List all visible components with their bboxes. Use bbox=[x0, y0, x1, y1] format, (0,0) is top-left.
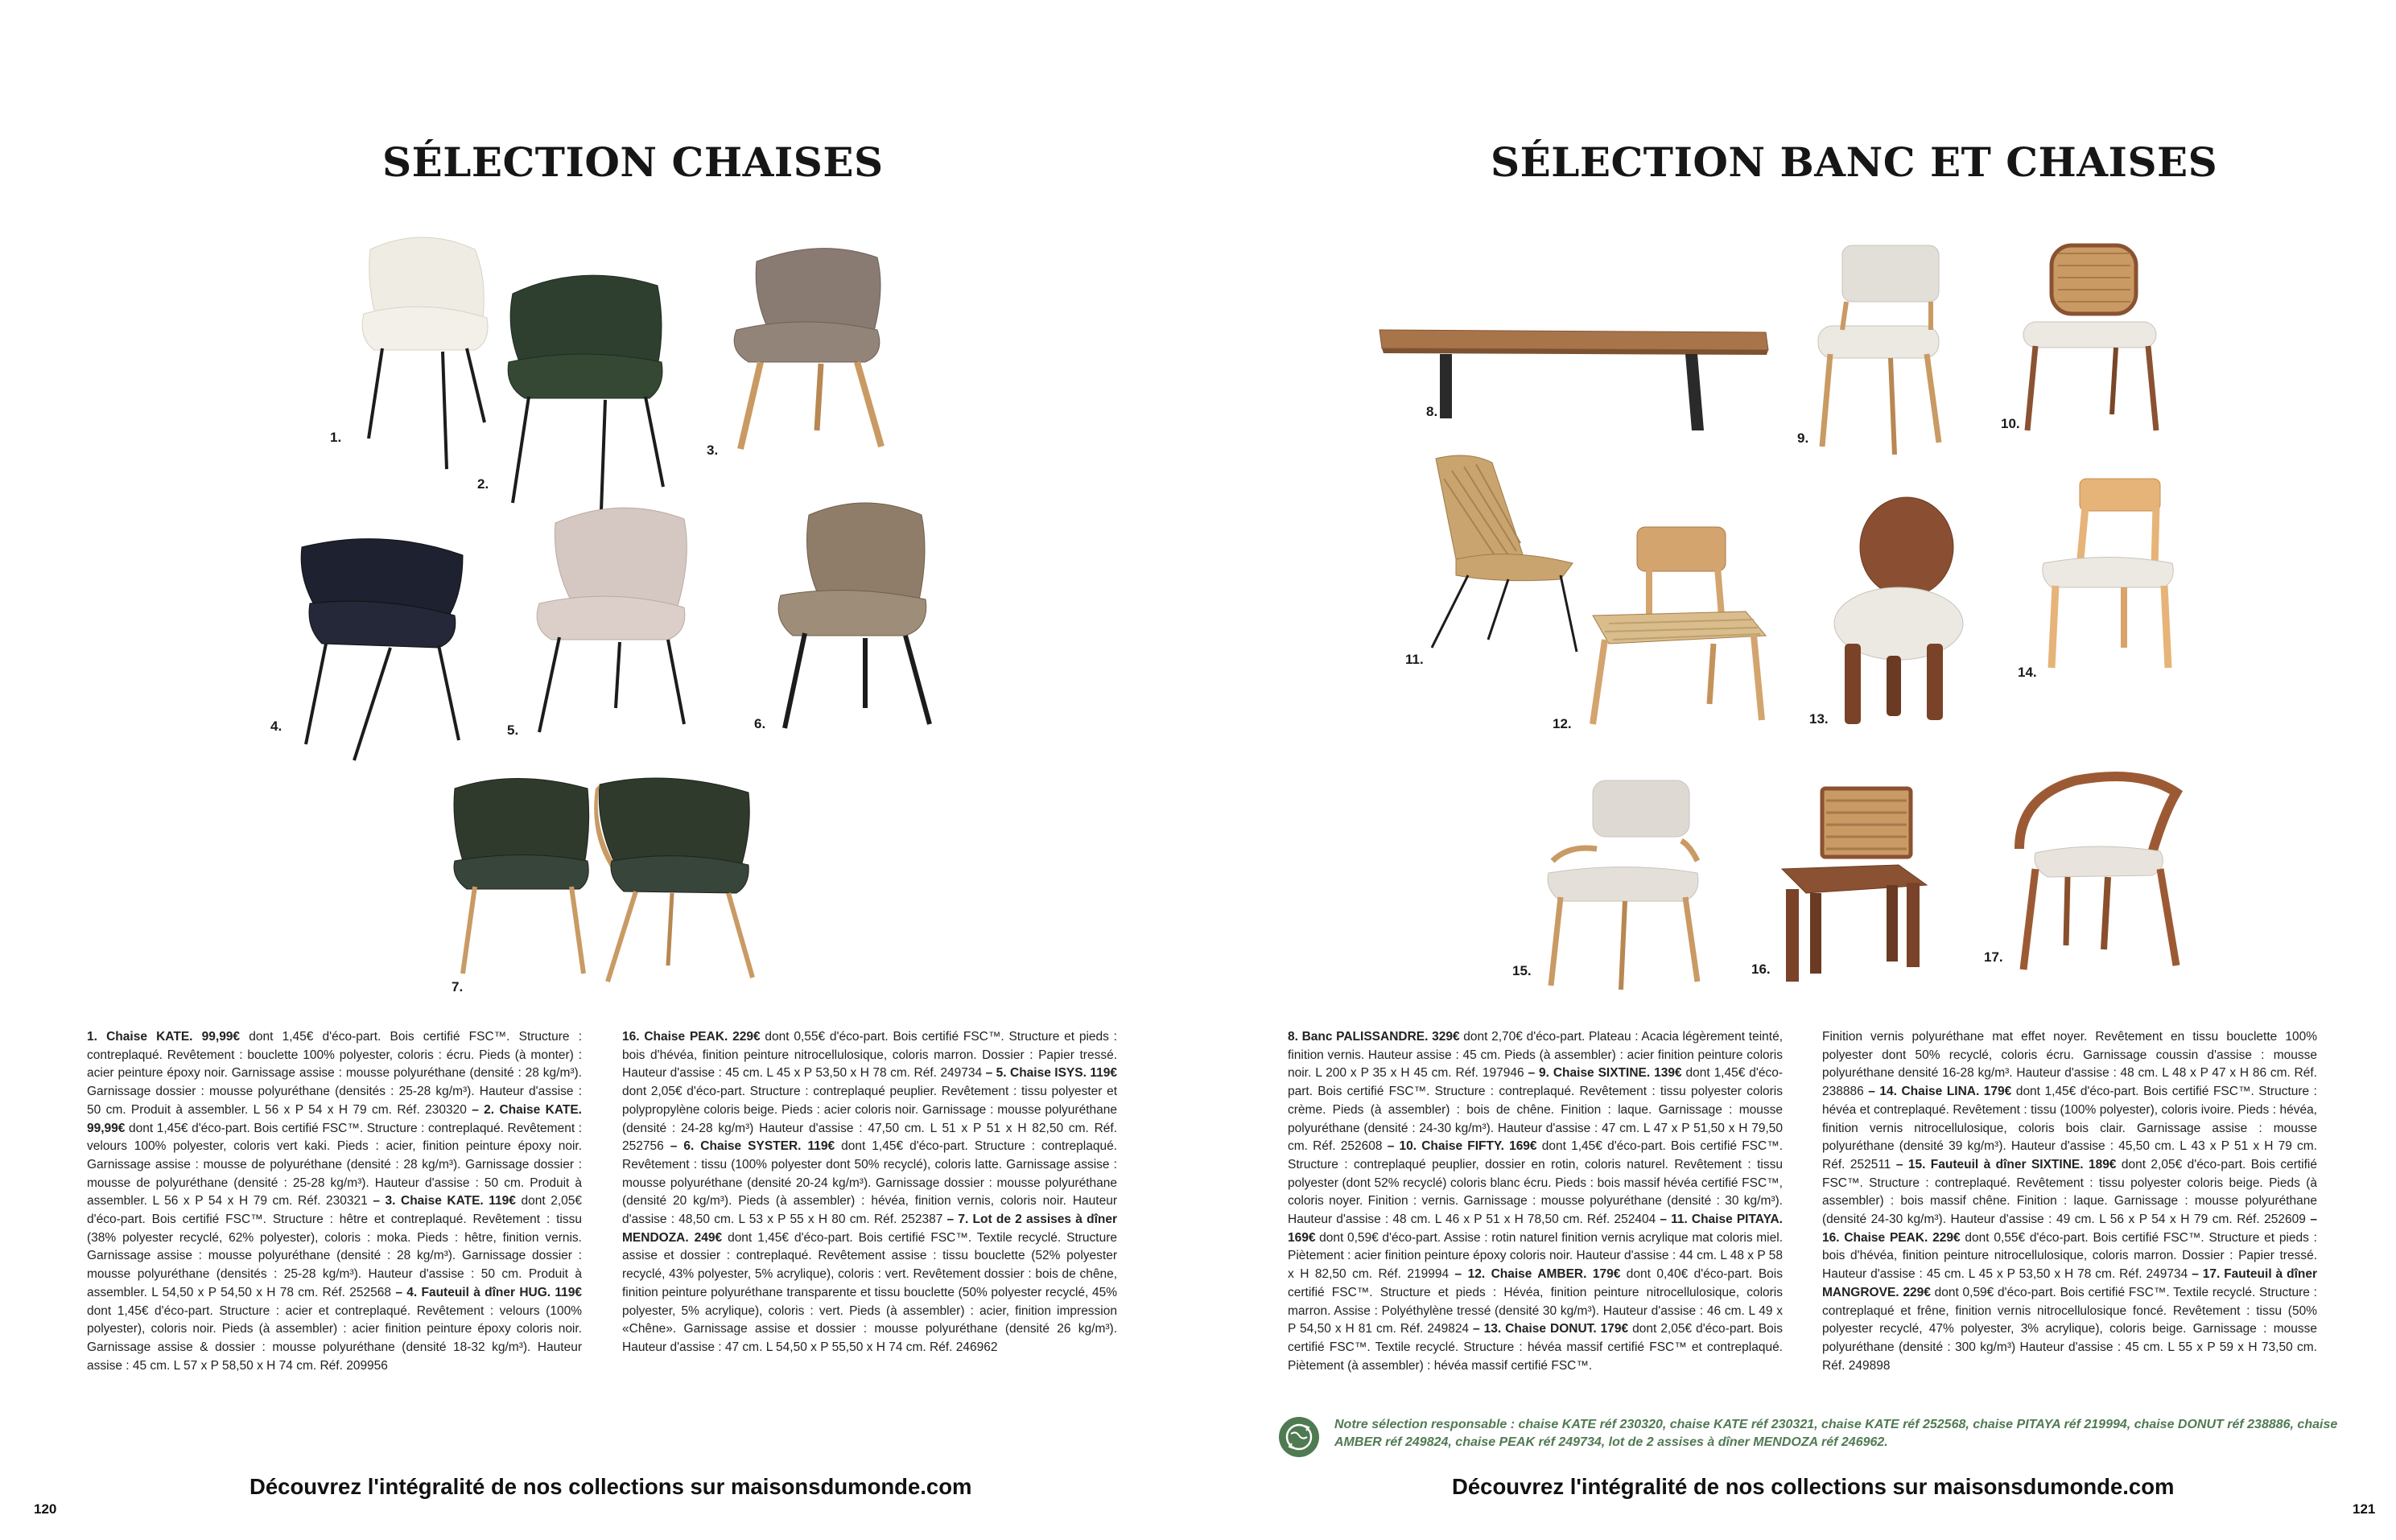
desc-bold: – 17. Fauteuil à dîner MANGROVE. 229€ bbox=[1822, 1267, 2317, 1299]
desc-text: dont 0,59€ d'éco-part. Bois certifié FSC™. Textile recyclé. Structure : contreplaqué et frêne, finition vernis nitrocellulosique foncé. Revêtement : tissu (50% polyester recyclé, 47% polyester, 3% acrylique), coloris beige. Garnissage : mousse polyuréthane (densité : 300 kg/m³) Hauteur d'assise : 45 cm. L 55 x P 59 x H 73,50 cm. Réf. 249898 bbox=[1822, 1285, 2317, 1373]
desc-text: dont 0,55€ d'éco-part. Bois certifié FSC™. Structure et pieds : bois d'hévéa, finition peinture nitrocellulosique, coloris marron. Dossier : Papier tressé. Hauteur d'assise : 45 cm. L 45 x P 53,50 x H 78 cm. Réf. 249734 bbox=[622, 1030, 1117, 1081]
item-label: 14. bbox=[2018, 665, 2037, 680]
item-label: 12. bbox=[1553, 716, 1572, 731]
chair-peak-image bbox=[1778, 784, 1931, 994]
chair-sixtine-image bbox=[1810, 241, 1955, 459]
footer-link[interactable]: Découvrez l'intégralité de nos collections sur maisonsdumonde.com bbox=[1452, 1474, 2175, 1499]
desc-text: dont 2,05€ d'éco-part. Bois certifié FSC™. Textile recyclé. Structure : hévéa massif certifié FSC™ et contreplaqué. Piètement (à assembler) : hévéa massif certifié FSC™. bbox=[1288, 1322, 1783, 1373]
item-label: 5. bbox=[507, 723, 519, 738]
desc-bold: – 5. Chaise ISYS. 119€ bbox=[985, 1066, 1117, 1081]
desc-bold: 1. Chaise KATE. 99,99€ bbox=[87, 1030, 241, 1044]
product-descriptions-column-4 bbox=[1822, 1028, 2317, 1375]
chair-isys-image bbox=[523, 499, 692, 740]
desc-bold: – 3. Chaise KATE. 119€ bbox=[373, 1194, 516, 1209]
desc-text: dont 1,45€ d'éco-part. Bois certifié FSC™. Structure : contreplaqué. Revêtement : bouclette 100% polyester, coloris : écru. Pieds (à monter) : acier peinture époxy noir. Garnissage assise : mousse polyuréthane (densité : 28 kg/m³). Garnissage dossier : mousse polyuréthane (densités : 25-28 kg/m³). Hauteur d'assise : 50 cm. Produit à assembler. L 56 x P 54 x H 79 cm. Réf. 230320 bbox=[87, 1030, 582, 1117]
page-number: 120 bbox=[34, 1501, 57, 1517]
armchair-sixtine-image bbox=[1536, 776, 1713, 994]
chair-fifty-image bbox=[2019, 241, 2164, 443]
desc-text: dont 1,45€ d'éco-part. Bois certifié FSC™. Structure : contreplaqué peuplier, dossier en rotin, coloris naturel. Revêtement : tissu polyester (dont 52% recyclé) coloris blanc écru. Pieds : bois massif hévéa certifié FSC™, coloris noyer. Finition : vernis. Garnissage : mousse polyuréthane (densité : 30 kg/m³). Hauteur d'assise : 48 cm. L 46 x P 51 x H 78,50 cm. Réf. 252404 bbox=[1288, 1139, 1784, 1227]
product-descriptions-column-3 bbox=[1288, 1028, 1783, 1375]
desc-text: dont 1,45€ d'éco-part. Structure : acier et contreplaqué. Revêtement : velours (100% polyester), coloris noir. Pieds (à assembler) : acier finition peinture époxy coloris noir. Garnissage assise & dossier : mousse polyuréthane (densité 18-32 kg/m³). Hauteur assise : 45 cm. L 57 x P 58,50 x H 74 cm. Réf. 209956 bbox=[87, 1303, 582, 1373]
chair-kate-ecru-image bbox=[346, 229, 507, 471]
right-page bbox=[1198, 0, 2396, 1540]
desc-text: dont 1,45€ d'éco-part. Bois certifié FSC™. Structure : contreplaqué. Revêtement : tissu polyester coloris crème. Pieds (à assembler) : bois de chêne. Finition : laque. Garnissage : mousse polyuréthane (densité : 24-30 kg/m³). Hauteur d'assise : 47 cm. L 47 x P 51,50 x H 79,50 cm. Réf. 252608 bbox=[1288, 1066, 1783, 1154]
item-label: 8. bbox=[1426, 404, 1438, 419]
page-title: SÉLECTION BANC ET CHAISES bbox=[1491, 138, 2218, 186]
desc-text: dont 2,05€ d'éco-part. Bois certifié FSC™. Structure : hêtre et contreplaqué. Revêtement : tissu (38% polyester recyclé, 62% polyester), coloris : moka. Pieds : hêtre, finition vernis. Garnissage assise : mousse polyuréthane (densité : 28 kg/m³). Garnissage dossier : mousse polyuréthane (densités : 25-28 kg/m³). Hauteur d'assise : 50 cm. Produit à assembler. L 54,50 x P 54,50 x H 78 cm. Réf. 252568 bbox=[87, 1194, 583, 1299]
desc-bold: 16. Chaise PEAK. 229€ bbox=[622, 1030, 761, 1044]
product-descriptions-column-1 bbox=[87, 1028, 582, 1375]
desc-bold: 8. Banc PALISSANDRE. 329€ bbox=[1288, 1030, 1460, 1044]
item-label: 7. bbox=[452, 979, 464, 994]
desc-text: dont 1,45€ d'éco-part. Structure : contreplaqué. Revêtement : tissu (100% polyester dont 50% recyclé), coloris latte. Garnissage assise : mousse polyuréthane (densité 20-24 kg/m³). Garnissage dossier : mousse polyuréthane (densité 20 kg/m³). Pieds (à assembler) : hévéa, finition vernis, coloris noir. Hauteur d'assise : 48,50 cm. L 53 x P 55 x H 80 cm. Réf. 252387 bbox=[622, 1139, 1117, 1227]
page-number: 121 bbox=[2353, 1501, 2376, 1517]
chair-kate-green-image bbox=[493, 270, 670, 511]
desc-text: dont 1,45€ d'éco-part. Bois certifié FSC™. Structure : contreplaqué. Revêtement : velours 100% polyester, coloris vert kaki. Pieds : acier, finition peinture époxy noir. Garnissage assise : mousse de polyuréthane (densité : 28 kg/m³). Garnissage dossier : mousse de polyuréthane (densité : 25-28 kg/m³). Hauteur d'assise : 50 cm. Produit à assembler. L 56 x P 54 x H 79 cm. Réf. 230321 bbox=[87, 1121, 582, 1209]
desc-bold: – 16. Chaise PEAK. 229€ bbox=[1822, 1213, 2317, 1245]
item-label: 13. bbox=[1809, 711, 1829, 727]
item-label: 4. bbox=[270, 719, 282, 734]
item-label: 3. bbox=[707, 443, 719, 458]
item-label: 10. bbox=[2001, 416, 2020, 431]
seats-mendoza-pair-image bbox=[451, 772, 757, 990]
desc-bold: – 14. Chaise LINA. 179€ bbox=[1868, 1085, 2012, 1099]
item-label: 11. bbox=[1405, 652, 1424, 667]
item-label: 9. bbox=[1797, 430, 1809, 446]
desc-text: dont 1,45€ d'éco-part. Bois certifié FSC™. Textile recyclé. Structure assise et dossier : contreplaqué. Revêtement assise : tissu bouclette (52% polyester recyclé, 43% polyester, 5% acrylique), coloris : vert. Revêtement dossier : bois de chêne, finition peinture polyuréthane transparente et tissu bouclette (50% polyester recyclé, 45% polyester, 5% acrylique), coloris : vert. Pieds (à assembler) : acier, finition impression «Chêne». Garnissage assise et dossier : mousse polyuréthane (densité 26 kg/m³). Hauteur d'assise : 47 cm. L 54,50 x P 55,50 x H 74 cm. Réf. 246962 bbox=[622, 1230, 1118, 1354]
armchair-hug-image bbox=[294, 531, 471, 764]
responsible-selection-text: Notre sélection responsable : chaise KATE réf 230320, chaise KATE réf 230321, chaise KATE réf 252568, chaise PITAYA réf 219994, chaise DONUT réf 238886, chaise AMBER réf 249824, chaise PEAK réf 249734, lot de 2 assises à dîner MENDOZA réf 246962. bbox=[1334, 1418, 2338, 1449]
desc-bold: – 10. Chaise FIFTY. 169€ bbox=[1387, 1139, 1537, 1154]
bench-palissandre-image bbox=[1375, 326, 1770, 439]
desc-text: dont 1,45€ d'éco-part. Bois certifié FSC™. Structure : hévéa et contreplaqué. Revêtement : tissu (100% polyester), coloris ivoire. Pieds : hévéa, finition vernis nitrocellulosique, coloris bois clair. Garnissage assise : mousse polyuréthane (densité 39 kg/m³). Hauteur d'assise : 45,50 cm. L 43 x P 51 x H 79 cm. Réf. 252511 bbox=[1822, 1085, 2317, 1171]
recycle-globe-icon bbox=[1278, 1416, 1320, 1458]
desc-bold: – 6. Chaise SYSTER. 119€ bbox=[670, 1139, 835, 1154]
desc-text: dont 0,55€ d'éco-part. Bois certifié FSC™. Structure et pieds : bois d'hévéa, finition peinture nitrocellulosique, coloris marron. Dossier : Papier tressé. Hauteur d'assise : 45 cm. L 45 x P 53,50 x H 78 cm. Réf. 249734 bbox=[1822, 1230, 2317, 1282]
desc-text: dont 2,70€ d'éco-part. Plateau : Acacia légèrement teinté, finition vernis. Hauteur assise : 45 cm. Pieds (à assembler) : acier finition peinture coloris noir. L 200 x P 35 x H 45 cm. Réf. 197946 bbox=[1288, 1030, 1784, 1081]
desc-bold: – 11. Chaise PITAYA. 169€ bbox=[1288, 1213, 1783, 1245]
responsible-selection-note bbox=[1278, 1414, 2340, 1463]
desc-bold: – 4. Fauteuil à dîner HUG. 119€ bbox=[395, 1285, 583, 1299]
desc-text: dont 0,40€ d'éco-part. Bois certifié FSC™. Structure et pieds : Hévéa, finition peinture nitrocellulosique, coloris marron. Assise : Polyéthylène tressé (densité 30 kg/m³). Hauteur d'assise : 46 cm. L 49 x P 54,50 x H 81 cm. Réf. 249824 bbox=[1288, 1267, 1783, 1336]
item-label: 6. bbox=[754, 716, 766, 731]
product-descriptions-column-2 bbox=[622, 1028, 1117, 1357]
chair-lina-image bbox=[2035, 475, 2180, 676]
armchair-mangrove-image bbox=[2003, 764, 2188, 982]
desc-bold: – 2. Chaise KATE. 99,99€ bbox=[87, 1102, 582, 1135]
item-label: 16. bbox=[1751, 961, 1771, 977]
item-label: 2. bbox=[477, 476, 489, 492]
footer-link[interactable]: Découvrez l'intégralité de nos collections sur maisonsdumonde.com bbox=[249, 1474, 972, 1499]
desc-bold: – 12. Chaise AMBER. 179€ bbox=[1454, 1267, 1621, 1282]
chair-amber-image bbox=[1585, 523, 1770, 732]
desc-bold: – 13. Chaise DONUT. 179€ bbox=[1473, 1322, 1629, 1336]
chair-donut-image bbox=[1830, 495, 1967, 728]
desc-bold: – 15. Fauteuil à dîner SIXTINE. 189€ bbox=[1895, 1157, 2117, 1171]
desc-text: dont 2,05€ d'éco-part. Structure : contreplaqué peuplier. Revêtement : tissu polyester et polypropylène coloris beige. Pieds : acier coloris noir. Garnissage : mousse polyuréthane (densité : 24-28 kg/m³) Hauteur d'assise : 47,50 cm. L 51 x P 51 x H 82,50 cm. Réf. 252756 bbox=[622, 1085, 1117, 1154]
item-label: 1. bbox=[330, 430, 342, 445]
desc-bold: – 7. Lot de 2 assises à dîner MENDOZA. 249€ bbox=[622, 1213, 1117, 1245]
desc-text: dont 2,05€ d'éco-part. Bois certifié FSC™. Structure : contreplaqué. Revêtement : tissu polyester coloris beige. Pieds (à assembler) : bois massif chêne. Finition : laque. Garnissage : mousse polyuréthane (densité 24-30 kg/m³). Hauteur d'assise : 49 cm. L 56 x P 54 x H 79 cm. Réf. 252609 bbox=[1822, 1157, 2317, 1227]
chair-syster-image bbox=[769, 495, 938, 736]
desc-bold: – 9. Chaise SIXTINE. 139€ bbox=[1528, 1066, 1682, 1081]
item-label: 17. bbox=[1984, 949, 2003, 965]
chair-kate-moka-image bbox=[724, 241, 893, 459]
page-title: SÉLECTION CHAISES bbox=[382, 138, 884, 186]
desc-text: dont 0,59€ d'éco-part. Assise : rotin naturel finition vernis acrylique mat coloris miel. Piètement : acier finition peinture époxy coloris noir. Hauteur d'assise : 44 cm. L 48 x P 58 x H 82,50 cm. Réf. 219994 bbox=[1288, 1230, 1783, 1282]
desc-text: Finition vernis polyuréthane mat effet noyer. Revêtement en tissu bouclette 100% polyester dont 50% recyclé, coloris écru. Garnissage coussin d'assise : mousse polyuréthane densité 16-28 kg/m³. Hauteur d'assise : 48 cm. L 48 x P 47 x H 86 cm. Réf. 238886 bbox=[1822, 1030, 2317, 1099]
item-label: 15. bbox=[1512, 963, 1532, 978]
chair-pitaya-image bbox=[1420, 455, 1581, 656]
